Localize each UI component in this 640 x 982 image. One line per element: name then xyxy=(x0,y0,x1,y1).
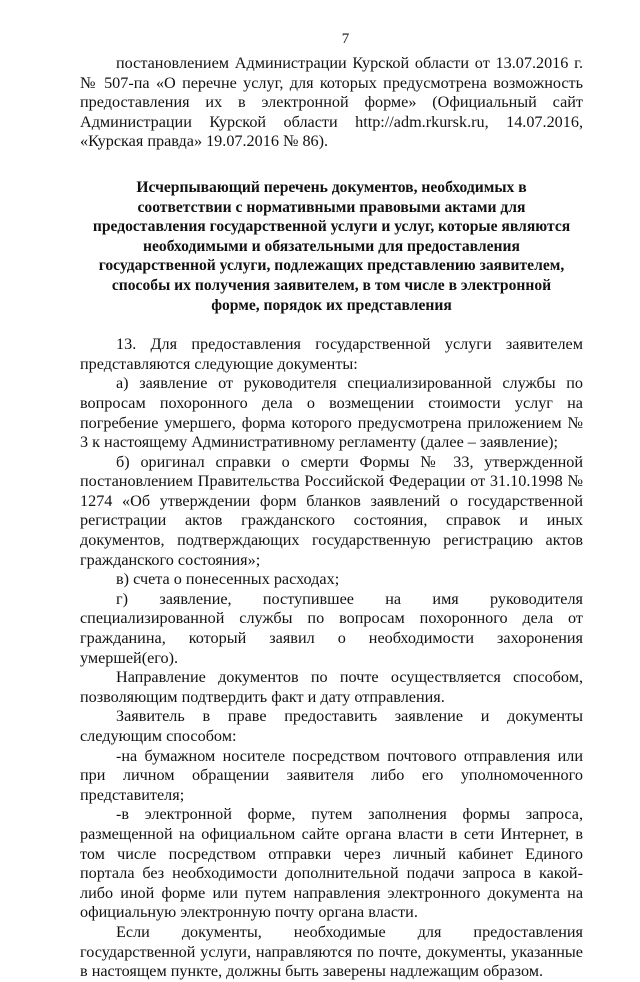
paragraph-electronic-method: -в электронной форме, путем заполнения формы запроса, размещенной на официальном сайте органа власти в сети Интернет, в том числе посредством отправки через личный кабинет Единого портала без необходимости дополнительной подачи запроса в какой-либо иной форме или путем направления электронного документа на официальную электронную почту органа власти. xyxy=(80,805,583,922)
paragraph-certification: Если документы, необходимые для предоставления государственной услуги, направляются по почте, документы, указанные в настоящем пункте, должны быть заверены надлежащим образом. xyxy=(80,922,583,981)
paragraph-submission-methods: Заявитель в праве предоставить заявление и документы следующим способом: xyxy=(80,707,583,745)
page-number: 7 xyxy=(341,31,350,47)
paragraph-item-b: б) оригинал справки о смерти Формы № 33, утвержденной постановлением Правительства Российской Федерации от 31.10.1998 № 1274 «Об утверждении форм бланков заявлений о государственной регистрации актов гражданского состояния, справок и иных документов, подтверждающих государственную регистрацию актов гражданского состояния»; xyxy=(80,452,583,569)
paragraph-item-a: а) заявление от руководителя специализированной службы по вопросам похоронного дела о возмещении стоимости услуг на погребение умершего, форма которого предусмотрена приложением № 3 к настоящему Административному регламенту (далее – заявление); xyxy=(80,374,583,452)
paragraph-paper-method: -на бумажном носителе посредством почтового отправления или при личном обращении заявителя либо его уполномоченного представителя; xyxy=(80,746,583,804)
intro-paragraph: постановлением Администрации Курской области от 13.07.2016 г. № 507-па «О перечне услуг, для которых предусмотрена возможность предоставления их в электронной форме» (Официальный сайт Администрации Курской области http://adm.rkursk.ru, 14.07.2016, «Курская правда» 19.07.2016 № 86). xyxy=(80,54,583,151)
paragraph-item-v: в) счета о понесенных расходах; xyxy=(116,570,340,589)
section-heading: Исчерпывающий перечень документов, необходимых в соответствии с нормативными правовыми актами для предоставления государственной услуги и услуг, которые являются необходимыми и обязательными для предоставления государственной услуги, подлежащих представлению заявителем, способы их получения заявителем, в том числе в электронной форме, порядок их представления xyxy=(92,178,571,314)
paragraph-13: 13. Для предоставления государственной услуги заявителем представляются следующие документы: xyxy=(80,335,583,373)
paragraph-mail-delivery: Направление документов по почте осуществляется способом, позволяющим подтвердить факт и дату отправления. xyxy=(80,668,583,706)
paragraph-item-g: г) заявление, поступившее на имя руководителя специализированной службы по вопросам похоронного дела от гражданина, который заявил о необходимости захоронения умершей(его). xyxy=(80,589,583,667)
